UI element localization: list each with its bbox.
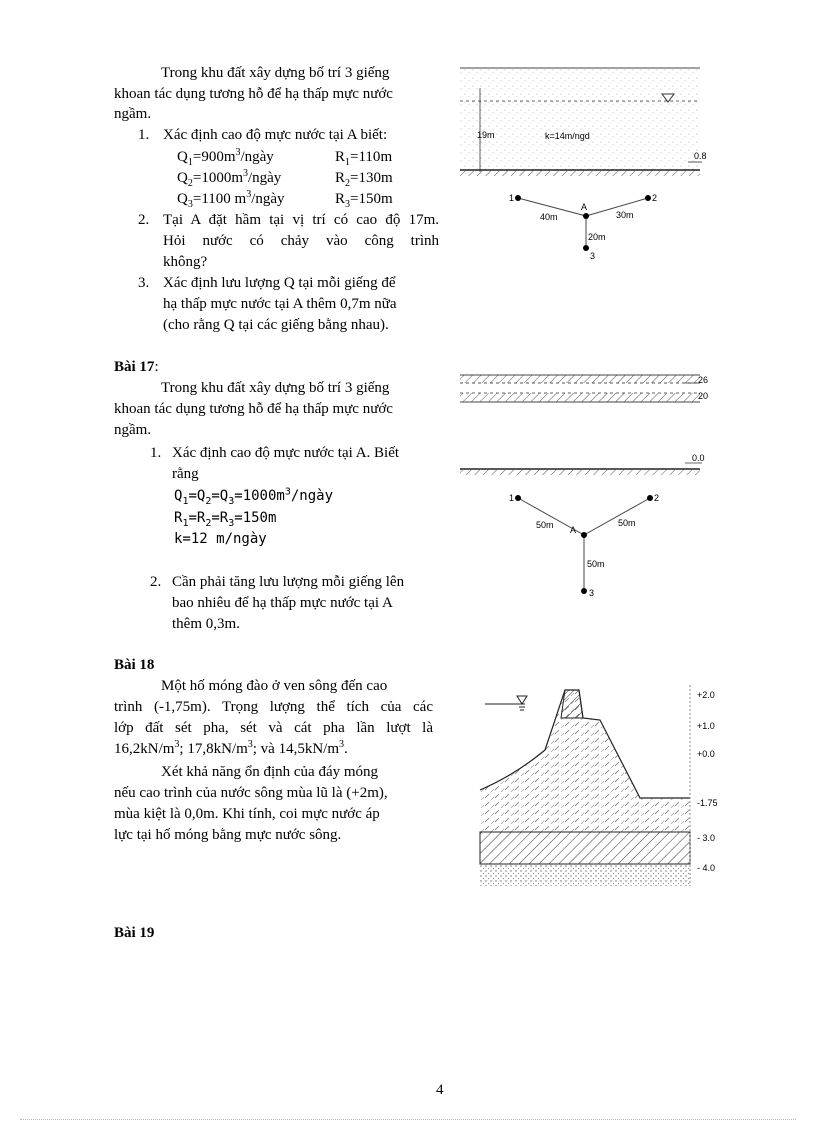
bai-18-line-4: $16,2kN/m^3$; $17,8kN/m^3$; và $14,5kN/m^3$. <box>114 739 348 757</box>
bai-18-line-2: trình (-1,75m). Trọng lượng thể tích của các <box>114 699 433 715</box>
embankment <box>561 690 583 718</box>
bai-17-q2-line-1: Cần phải tăng lưu lượng mỗi giếng lên <box>172 574 405 590</box>
point-a-marker-2 <box>581 532 587 538</box>
bai-17-q1-line-2: rằng <box>172 466 199 482</box>
base-level-label: 0.8 <box>694 151 707 161</box>
bai-17-intro-2: khoan tác dụng tương hỗ để hạ thấp mực nước <box>114 401 393 417</box>
point-a-marker <box>583 213 589 219</box>
bai-18-line-3: lớp đất sét pha, sét và cát pha lần lượt là <box>114 720 433 736</box>
q3-flow: $Q_3=1100$ $m^3$/ngày <box>177 189 285 210</box>
bai-18-line-8: lực tại hố móng bằng mực nước sông. <box>114 827 342 843</box>
elevation-minus-3: - 3.0 <box>697 833 716 843</box>
figure-1-well-diagram <box>440 60 720 265</box>
distance-3-label: 20m <box>588 232 606 242</box>
bai-18-line-1: Một hố móng đào ở ven sông đến cao <box>161 678 388 694</box>
q2-line-1: Tại A đặt hầm tại vị trí có cao độ 17m. <box>163 212 439 228</box>
level-00-label: 0.0 <box>692 453 705 463</box>
bai-17-k-line: k=12 m/ngày <box>174 531 267 547</box>
elevation-plus-2: +2.0 <box>697 690 715 700</box>
well-3-marker <box>583 245 589 251</box>
level-20-label: 20 <box>698 391 709 401</box>
bottom-dotted-rule <box>20 1119 796 1120</box>
bai-18-line-7: mùa kiệt là 0,0m. Khi tính, coi mực nước áp <box>114 806 380 822</box>
r3-radius: $R_3=150m$ <box>335 191 393 210</box>
q2-line-2: Hỏi nước có chảy vào công trình <box>163 233 439 249</box>
bai-17-q2-line-3: thêm 0,3m. <box>172 616 240 632</box>
soil-layer <box>460 68 700 174</box>
well-2-marker-2 <box>647 495 653 501</box>
distance-2-label: 30m <box>616 210 634 220</box>
bai-17-q1-number: 1. <box>150 445 162 461</box>
r1-radius: $R_1=110m$ <box>335 149 393 168</box>
bai-17-q1-line-1: Xác định cao độ mực nước tại A. Biết <box>172 445 400 461</box>
well-3-label-2: 3 <box>589 588 595 598</box>
intro-line-3: ngầm. <box>114 106 152 122</box>
q3-line-1: Xác định lưu lượng Q tại mỗi giếng để <box>163 275 396 291</box>
q3-line-2: hạ thấp mực nước tại A thêm 0,7m nữa <box>163 296 397 312</box>
q1-number: 1. <box>138 127 150 143</box>
distance-1-label-2: 50m <box>536 520 554 530</box>
well-1-marker <box>515 195 521 201</box>
level-26-label: 26 <box>698 375 709 385</box>
q3-line-3: (cho rằng Q tại các giếng bằng nhau). <box>163 317 389 333</box>
clay-layer <box>480 832 690 864</box>
bai-17-intro-3: ngầm. <box>114 422 152 438</box>
distance-2-label-2: 50m <box>618 518 636 528</box>
q3-number: 3. <box>138 275 150 291</box>
bai-17-heading: Bài 17: <box>114 359 159 375</box>
well-2-label: 2 <box>652 193 658 203</box>
sandy-clay-layer <box>480 690 690 832</box>
silty-sand-layer <box>480 864 690 886</box>
bai-17-q2-line-2: bao nhiêu để hạ thấp mực nước tại A <box>172 595 393 611</box>
distance-3-label-2: 50m <box>587 559 605 569</box>
point-a-label-2: A <box>570 525 577 535</box>
point-a-label: A <box>581 202 588 212</box>
permeability-label: k=14m/ngd <box>545 131 590 141</box>
q1-text: Xác định cao độ mực nước tại A biết: <box>163 127 388 143</box>
bai-17-intro-1: Trong khu đất xây dựng bố trí 3 giếng <box>161 380 390 396</box>
bai-17-q2-number: 2. <box>150 574 162 590</box>
elevation-0: +0.0 <box>697 749 715 759</box>
bai-17-radius-line: $R_1=R_2=R_3=150m$ <box>174 510 277 529</box>
well-2-marker <box>645 195 651 201</box>
bai-18-line-5: Xét khả năng ổn định của đáy móng <box>161 764 379 780</box>
q1-flow: $Q_1=900m^3$/ngày <box>177 147 274 168</box>
intro-line-1: Trong khu đất xây dựng bố trí 3 giếng <box>161 65 390 81</box>
well-1-label-2: 1 <box>509 493 515 503</box>
elevation-plus-1: +1.0 <box>697 721 715 731</box>
r2-radius: $R_2=130m$ <box>335 170 393 189</box>
elevation-minus-4: - 4.0 <box>697 863 716 873</box>
elevation-minus-175: -1.75 <box>697 798 718 808</box>
bai-18-line-6: nếu cao trình của nước sông mùa lũ là (+2m), <box>114 785 388 801</box>
figure-3-excavation-section <box>475 680 735 890</box>
figure-2-well-diagram <box>440 365 720 600</box>
well-3-marker-2 <box>581 588 587 594</box>
bai-17-flow-line: $Q_1=Q_2=Q_3=1000m^3$/ngày <box>174 486 334 507</box>
bai-18-heading: Bài 18 <box>114 657 155 673</box>
q2-flow: $Q_2=1000m^3$/ngày <box>177 168 282 189</box>
distance-1-label: 40m <box>540 212 558 222</box>
water-level-icon <box>517 696 527 704</box>
well-3-label: 3 <box>590 251 596 261</box>
intro-line-2: khoan tác dụng tương hỗ để hạ thấp mực nước <box>114 86 393 102</box>
well-2-label-2: 2 <box>654 493 660 503</box>
bai-19-heading: Bài 19 <box>114 925 155 941</box>
page-number: 4 <box>436 1082 444 1098</box>
q2-line-3: không? <box>163 254 208 270</box>
depth-label: 19m <box>477 130 495 140</box>
impervious-hatch <box>460 170 700 176</box>
q2-number: 2. <box>138 212 150 228</box>
well-1-marker-2 <box>515 495 521 501</box>
well-1-label: 1 <box>509 193 515 203</box>
